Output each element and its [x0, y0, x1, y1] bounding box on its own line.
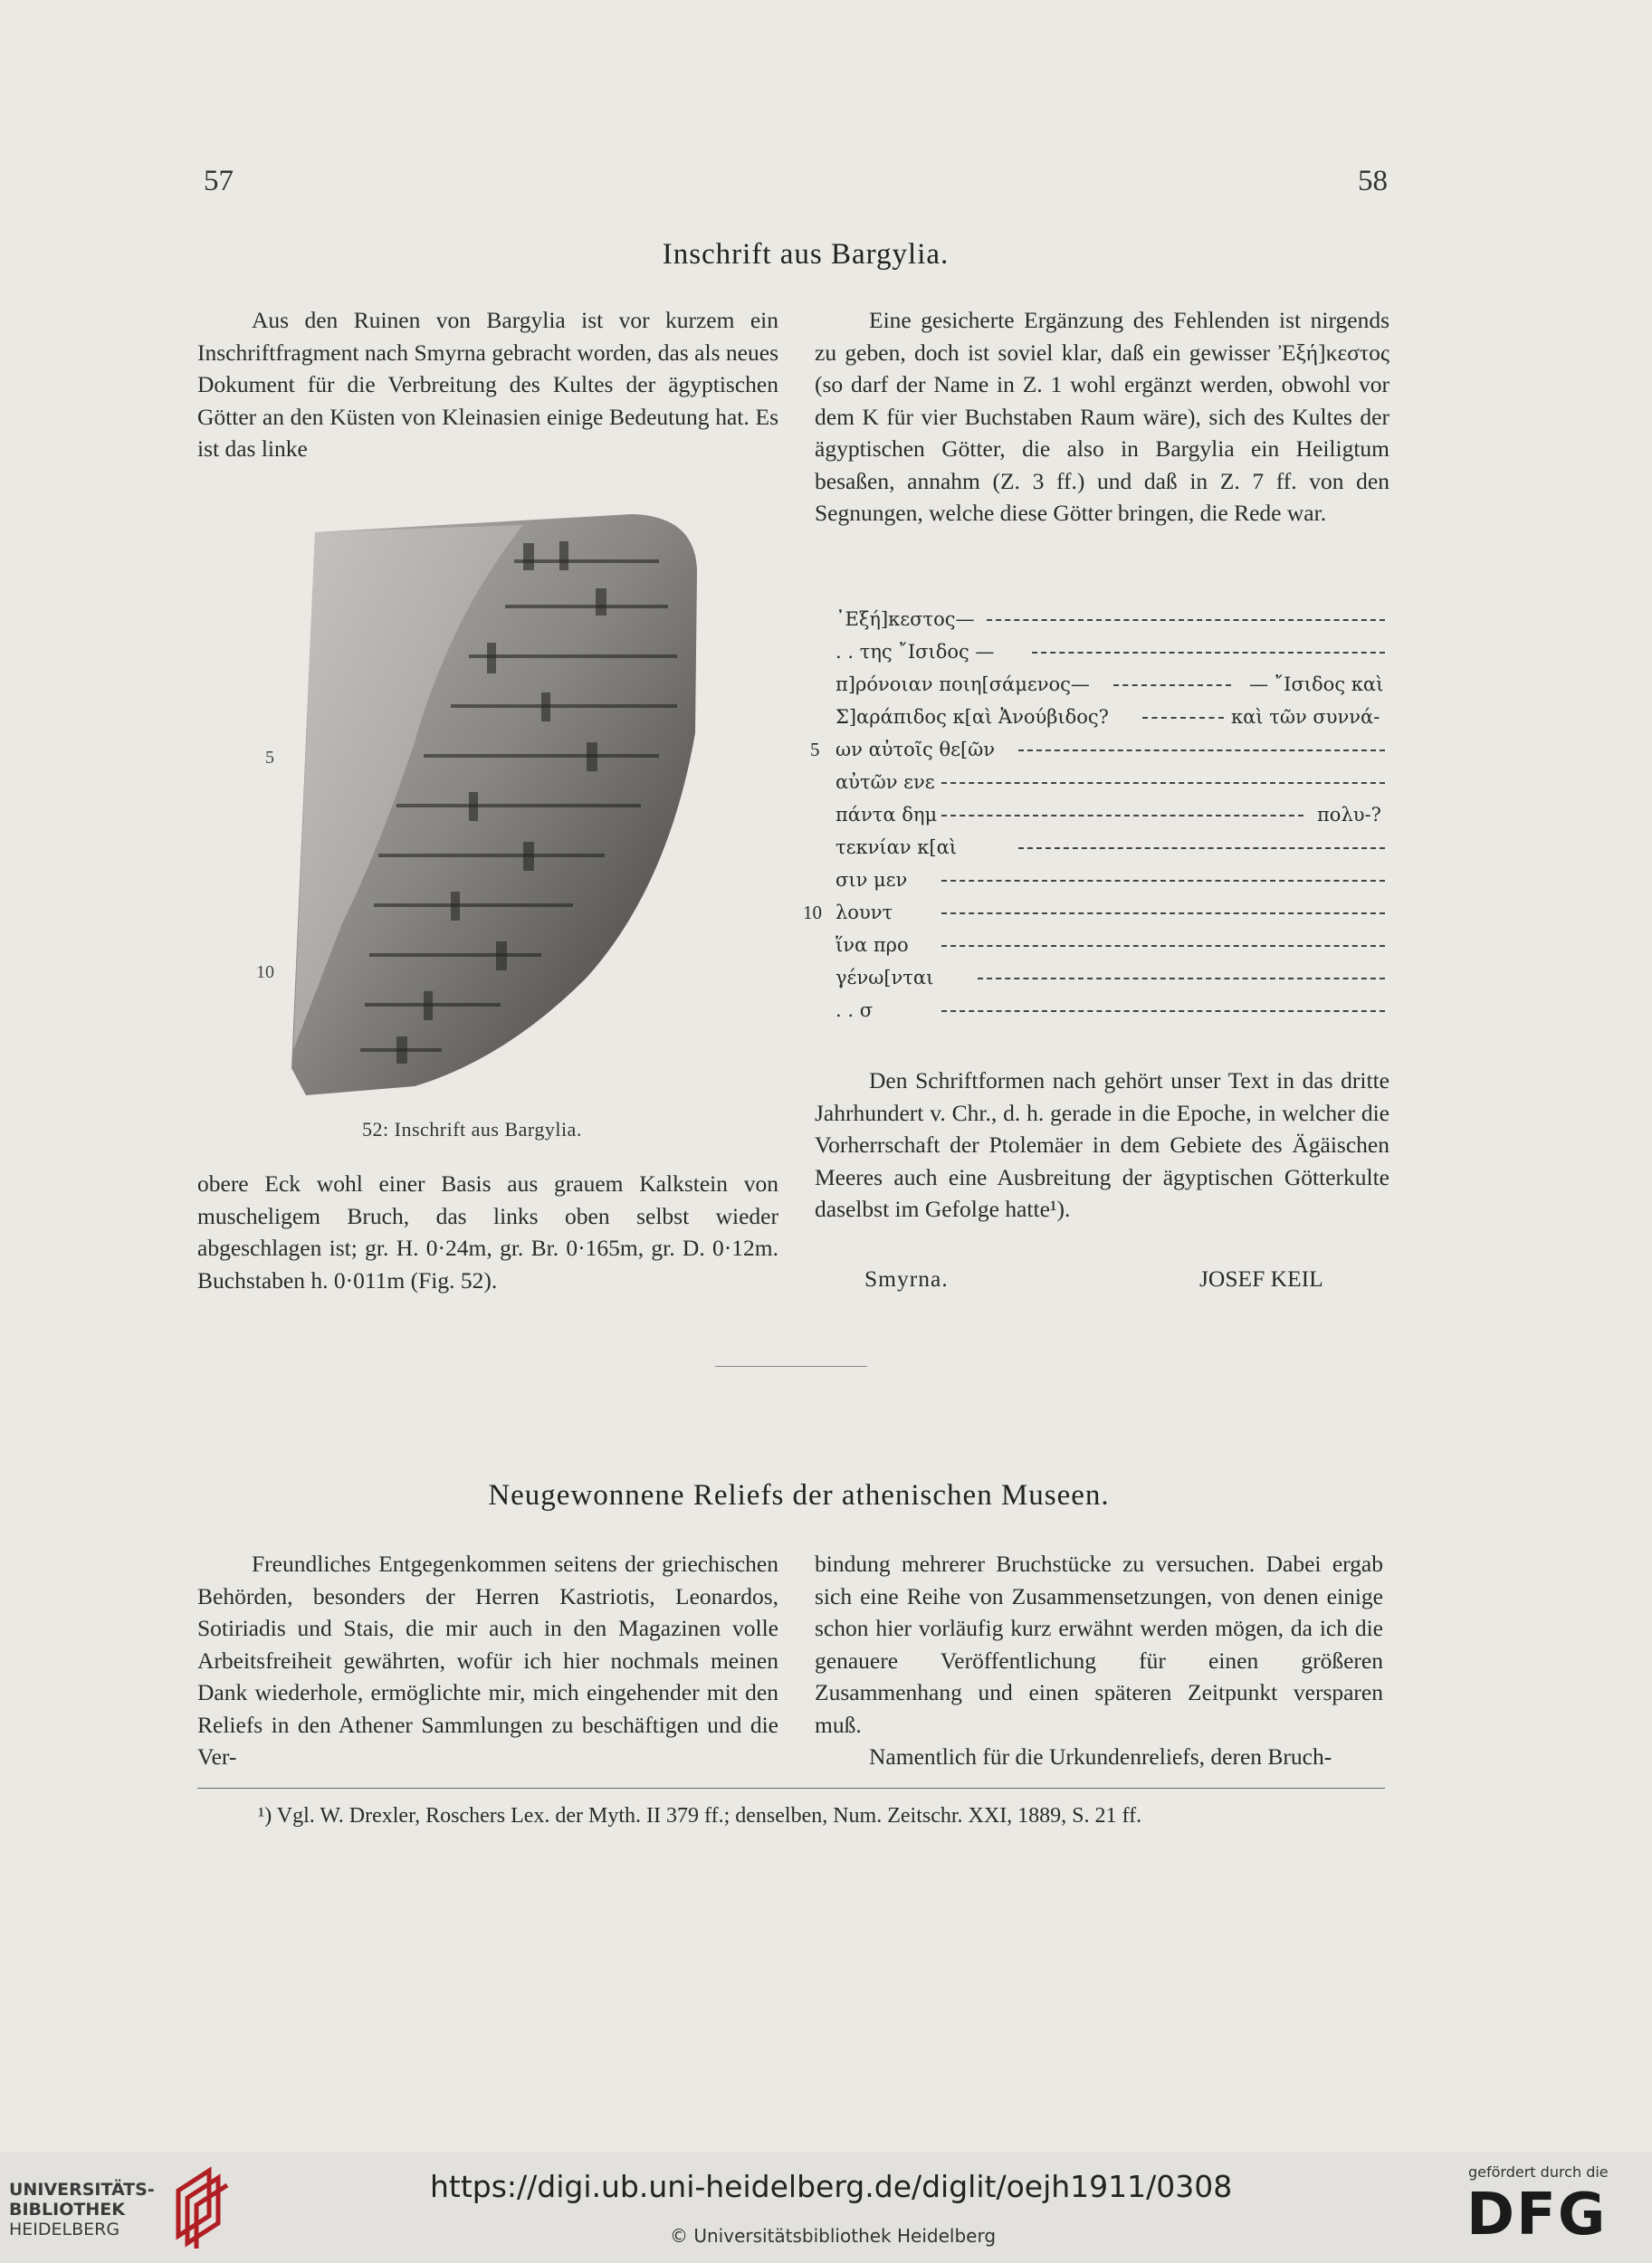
article-title-reliefs: Neugewonnene Reliefs der athenischen Museen. — [488, 1479, 1110, 1512]
footnote: ¹) Vgl. W. Drexler, Roschers Lex. der Myth. II 379 ff.; denselben, Num. Zeitschr. XXI, 1889, S. 21 ff. — [258, 1804, 1142, 1828]
library-logo-icon — [167, 2163, 233, 2254]
article2-right-paragraph-1: bindung mehrerer Bruchstücke zu versuchen. Dabei ergab sich eine Reihe von Zusammensetzungen, von denen einige schon hier vorläufig kurz erwähnt werden mögen, da ich die genauere Veröffentlichung für einen größeren Zusammenhang und einen späteren Zeitpunkt versparen muß. — [815, 1551, 1383, 1738]
inscription-line: π]ρόνοιαν ποιη[σάμενος— — [836, 673, 1090, 695]
inscription-line: . . της ῎Ισιδος — — [836, 641, 995, 663]
copyright-notice: © Universitätsbibliothek Heidelberg — [670, 2225, 997, 2247]
author-signature: JOSEF KEIL — [1199, 1265, 1323, 1292]
viewer-footer — [0, 2153, 1652, 2263]
inscription-line: λουντ — [836, 902, 893, 923]
inscription-line: γένω[νται — [836, 967, 934, 988]
inscription-line: Σ]αράπιδος κ[αὶ Ἀνούβιδος? — [836, 706, 1109, 728]
inscription-line-tail: πολυ-? — [1317, 804, 1381, 826]
inscription-line-tail: — ῎Ισιδος καὶ — [1249, 673, 1384, 695]
library-name-line2: BIBLIOTHEK — [9, 2200, 125, 2220]
library-logo-text — [9, 2180, 155, 2239]
article-title-inschrift: Inschrift aus Bargylia. — [662, 238, 950, 271]
page-number-right: 58 — [1358, 165, 1388, 197]
funded-by-label: gefördert durch die — [1468, 2163, 1609, 2181]
right-paragraph-top: Eine gesicherte Ergänzung des Fehlenden ist nirgends zu geben, doch ist soviel klar, daß ein gewisser Ἐξή]κεστος (so darf der Name in Z. 1 wohl ergänzt werden, obwohl vor dem K für vier Buchstaben Raum wäre), sich des Kultes der ägyptischen Götter, die also in Bargylia ein Heiligtum besaßen, annahm (Z. 3 ff.) und daß in Z. 7 ff. von den Segnungen, welche diese Götter bringen, die Rede war. — [815, 307, 1389, 526]
inscription-line-number: 10 — [803, 902, 822, 923]
inscription-line: ᾿Εξή]κεστος— — [836, 608, 975, 630]
dfg-logo[interactable]: DFG — [1466, 2182, 1608, 2249]
document-url-link[interactable]: https://digi.ub.uni-heidelberg.de/diglit/oejh1911/0308 — [430, 2169, 1233, 2204]
figure-caption: 52: Inschrift aus Bargylia. — [362, 1118, 582, 1141]
article2-left-paragraph: Freundliches Entgegenkommen seitens der griechischen Behörden, besonders der Herren Kastriotis, Leonardos, Sotiriadis und Stais, die mir auch in den Magazinen volle Arbeitsfreiheit gewährten, wofür ich hier nochmals meinen Dank wiederhole, ermöglichte mir, mich eingehender mit den Reliefs in den Athener Sammlungen zu beschäftigen und die Ver- — [197, 1551, 778, 1770]
inscription-line: σιν μεν — [836, 869, 908, 891]
inscription-line: . . σ — [836, 999, 874, 1021]
article2-right-column — [815, 1548, 1383, 1773]
inscription-line: πάντα δημ — [836, 804, 938, 826]
inscription-line: ων αὐτοῖς θε[ῶν — [836, 739, 996, 760]
section-divider — [715, 1366, 867, 1367]
figure-line-marker-10: 10 — [256, 962, 274, 982]
left-paragraph-bottom-text: obere Eck wohl einer Basis aus grauem Kalkstein von muscheligem Bruch, das links oben selbst wieder abgeschlagen ist; gr. H. 0·24m, gr. Br. 0·165m, gr. D. 0·12m. Buchstaben h. 0·011m (Fig. 52). — [197, 1170, 778, 1294]
inscription-line-number: 5 — [810, 739, 820, 760]
page-number-left: 57 — [204, 165, 234, 197]
place-smyrna: Smyrna. — [864, 1265, 949, 1292]
right-paragraph-bottom: Den Schriftformen nach gehört unser Text in das dritte Jahrhundert v. Chr., d. h. gerade in die Epoche, in welcher die Vorherrschaft der Ptolemäer in dem Gebiete des Ägäischen Meeres auch eine Ausbreitung der ägyptischen Götterkulte daselbst im Gefolge hatte¹). — [815, 1067, 1389, 1222]
left-paragraph-top: Aus den Ruinen von Bargylia ist vor kurzem ein Inschriftfragment nach Smyrna gebracht worden, das als neues Dokument für die Verbreitung des Kultes der ägyptischen Götter an den Küsten von Kleinasien einige Bedeutung hat. Es ist das linke — [197, 307, 778, 462]
inscription-photo — [288, 507, 702, 1097]
article2-right-paragraph-2: Namentlich für die Urkundenreliefs, deren Bruch- — [869, 1743, 1332, 1770]
inscription-line-tail: καὶ τῶν συννά- — [1231, 706, 1380, 728]
figure-line-marker-5: 5 — [265, 748, 274, 768]
library-name-line3: HEIDELBERG — [9, 2220, 120, 2239]
footnote-rule — [197, 1788, 1385, 1789]
library-name-line1: UNIVERSITÄTS- — [9, 2180, 155, 2200]
inscription-line: τεκνίαν κ[αὶ — [836, 836, 957, 858]
left-paragraph-bottom — [197, 1168, 778, 1296]
inscription-line: αὐτῶν ενε — [836, 771, 935, 793]
inscription-line: ἵνα προ — [836, 934, 909, 956]
